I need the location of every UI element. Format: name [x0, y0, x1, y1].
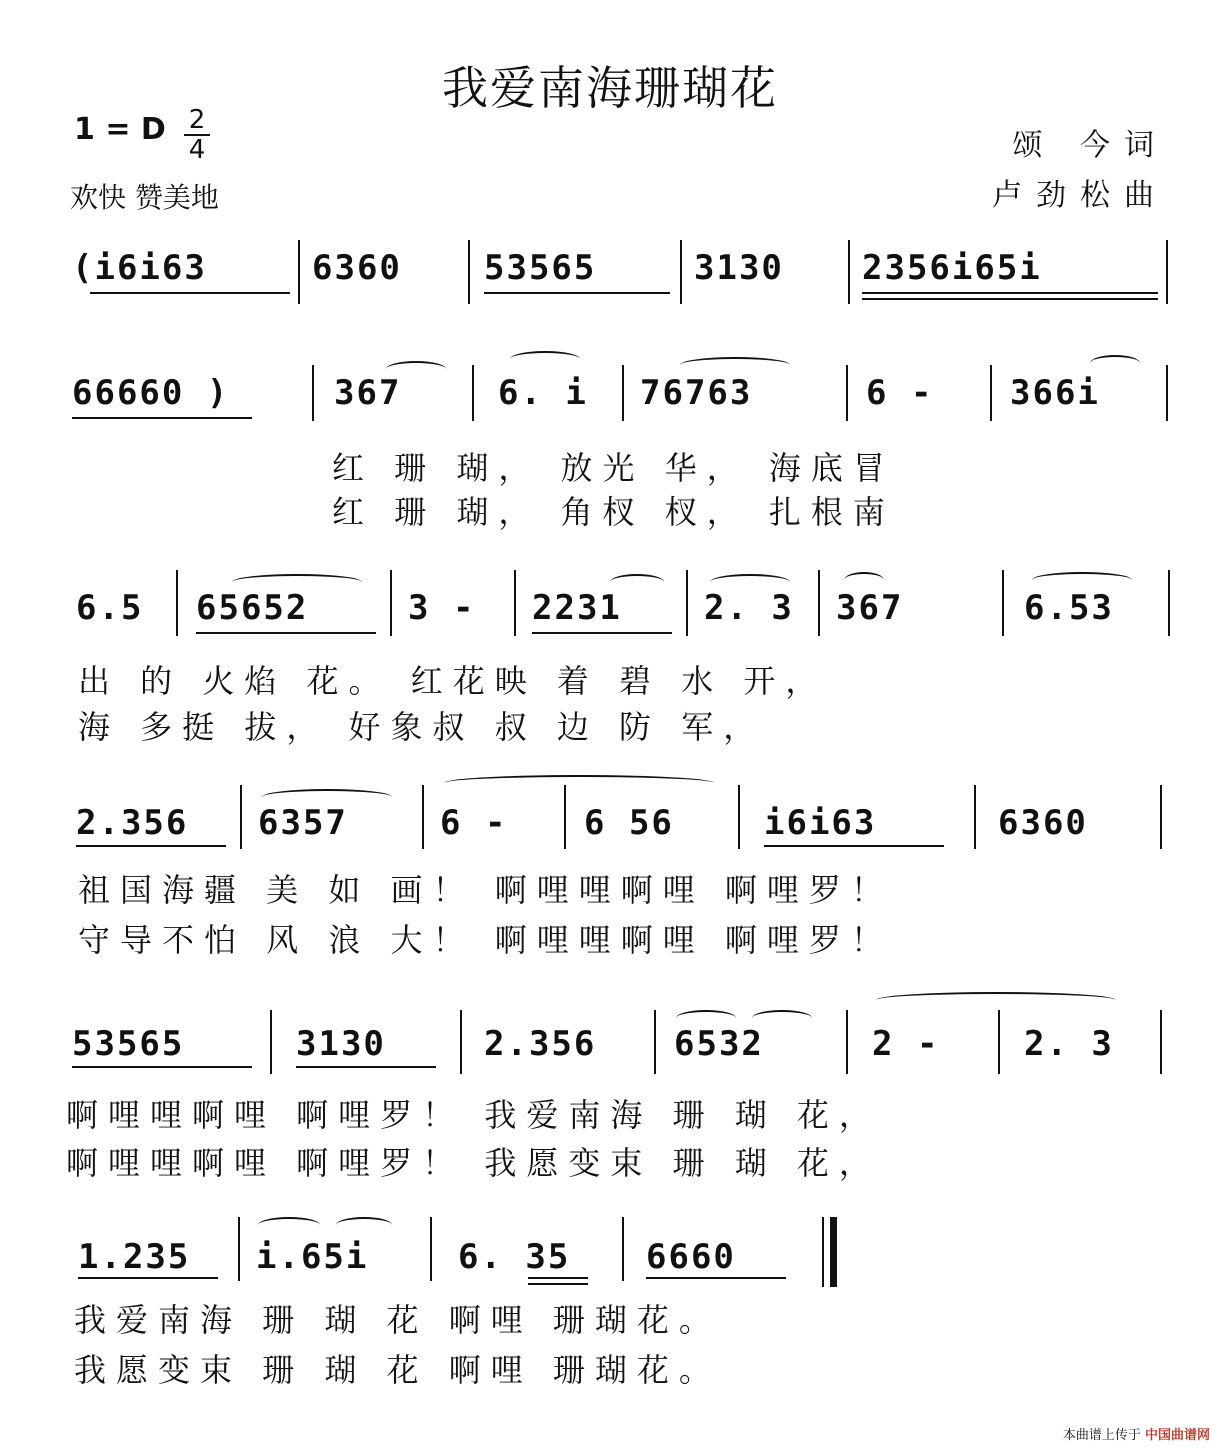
measure: 3 - — [408, 588, 476, 628]
measure: 53565 — [72, 1024, 185, 1064]
measure: 367 — [836, 588, 904, 628]
lyric-verse-1: 祖国海疆 美 如 画！ 啊哩哩啊哩 啊哩罗！ — [78, 871, 893, 909]
score-row-5 — [0, 1020, 1220, 1182]
measure: 6. 35 — [458, 1237, 571, 1277]
measure: 2 - — [872, 1024, 940, 1064]
lyric-verse-2: 海 多挺 拔， 好象叔 叔 边 防 军， — [78, 708, 766, 746]
measure: i6i63 — [764, 803, 877, 843]
composer-credit: 卢劲松曲 — [992, 178, 1168, 213]
lyric-verse-2: 我愿变束 珊 瑚 花 啊哩 珊瑚花。 — [74, 1351, 721, 1389]
measure: 6 - — [440, 803, 508, 843]
final-barline — [830, 1217, 837, 1287]
measure: 6660 — [646, 1237, 736, 1277]
measure: 6360 — [312, 248, 402, 288]
time-sig-top: 2 — [188, 105, 206, 135]
measure: 66660 ) — [72, 373, 230, 413]
lyric-verse-2: 守导不怕 风 浪 大！ 啊哩哩啊哩 啊哩罗！ — [78, 921, 893, 959]
footer-text: 本曲谱上传于 — [1062, 1428, 1141, 1443]
measure: 2. 3 — [1024, 1024, 1114, 1064]
measure: 3130 — [296, 1024, 386, 1064]
measure: 6360 — [998, 803, 1088, 843]
lyric-verse-1: 啊哩哩啊哩 啊哩罗！ 我爱南海 珊 瑚 花， — [66, 1096, 881, 1134]
measure: 367 — [334, 373, 402, 413]
time-signature — [182, 106, 212, 164]
score-row-3 — [0, 580, 1220, 746]
key-signature — [74, 105, 206, 165]
measure: 65652 — [196, 588, 309, 628]
lyric-verse-2: 红 珊 瑚， 角杈 杈， 扎根南 — [332, 493, 895, 531]
measure: 2231 — [532, 588, 622, 628]
measure: 6 56 — [584, 803, 674, 843]
score-row-2 — [0, 365, 1220, 531]
measure: 6 - — [866, 373, 934, 413]
measure: 2356i65i — [862, 248, 1042, 288]
lyric-verse-1: 我爱南海 珊 瑚 花 啊哩 珊瑚花。 — [74, 1301, 721, 1339]
measure: 2.356 — [76, 803, 189, 843]
measure: i.65i — [256, 1237, 369, 1277]
measure: 6. i — [498, 373, 588, 413]
score-row-4 — [0, 795, 1220, 959]
measure: 76763 — [640, 373, 753, 413]
measure: 1.235 — [78, 1237, 191, 1277]
key-label: 1 = D — [74, 112, 166, 147]
lyric-verse-1: 红 珊 瑚， 放光 华， 海底冒 — [332, 449, 895, 487]
site-logo[interactable]: 中国曲谱网 — [1144, 1428, 1210, 1443]
measure: 6.53 — [1024, 588, 1114, 628]
measure: 366i — [1010, 373, 1100, 413]
measure: 2.356 — [484, 1024, 597, 1064]
score-row-1 — [0, 240, 1220, 320]
measure: 3130 — [694, 248, 784, 288]
lyric-verse-2: 啊哩哩啊哩 啊哩罗！ 我愿变束 珊 瑚 花， — [66, 1144, 881, 1182]
lyric-verse-1: 出 的 火焰 花。 红花映 着 碧 水 开， — [78, 662, 828, 700]
measure: (i6i63 — [72, 248, 207, 288]
measure: 6532 — [674, 1024, 764, 1064]
time-sig-bottom: 4 — [188, 135, 206, 165]
tempo-marking: 欢快 赞美地 — [70, 181, 219, 214]
measure: 53565 — [484, 248, 597, 288]
site-footer — [1063, 1424, 1210, 1443]
measure: 2. 3 — [704, 588, 794, 628]
measure: 6.5 — [76, 588, 144, 628]
score-row-6 — [0, 1235, 1220, 1389]
song-title: 我爱南海珊瑚花 — [442, 61, 778, 115]
lyricist-credit: 颂 今词 — [1012, 128, 1168, 163]
measure: 6357 — [258, 803, 348, 843]
